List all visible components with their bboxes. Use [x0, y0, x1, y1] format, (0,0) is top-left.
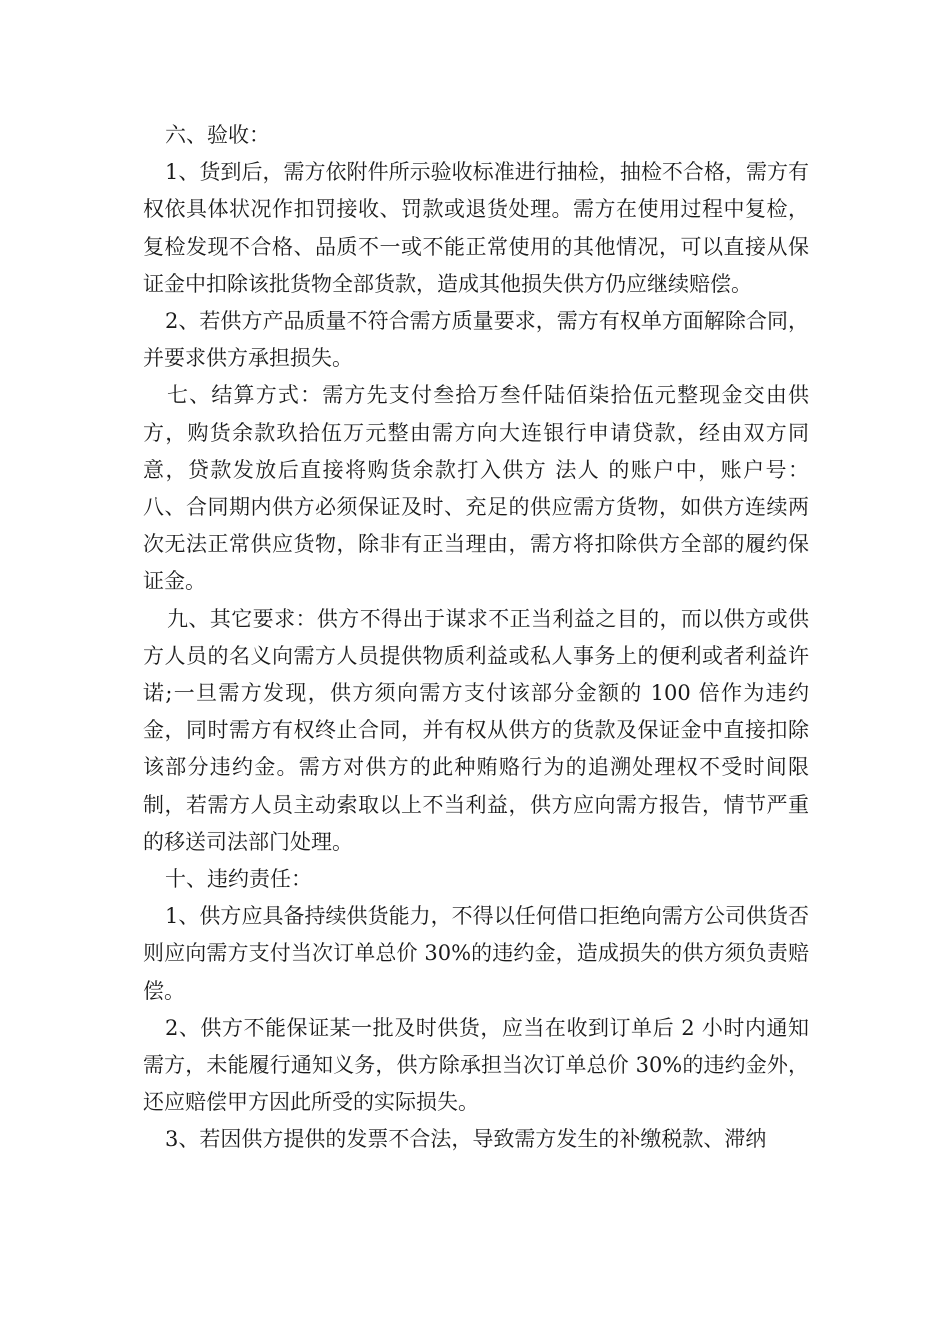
liability-clause-3: 3、若因供方提供的发票不合法，导致需方发生的补缴税款、滞纳 [165, 1127, 767, 1152]
section-7-settlement: 七、结算方式：需方先支付叁拾万叁仟陆佰柒拾伍元整现金交由供方，购货余款玖拾伍万元整由需方向大连银行申请贷款，经由双方同意，贷款发放后直接将购货余款打入供方 法人 的账户中，账户号： 八、合同期内供方必须保证及时、充足的供应需方货物，如供方连续两次无法正常供应货物，除非有正当理由，需方将扣除供方全部的履约保证金。 [143, 383, 809, 594]
section-9-other-requirements: 九、其它要求：供方不得出于谋求不正当利益之目的，而以供方或供方人员的名义向需方人员提供物质利益或私人事务上的便利或者利益许诺;一旦需方发现，供方须向需方支付该部分金额的 100 倍作为违约金，同时需方有权终止合同，并有权从供方的货款及保证金中直接扣除该部分违约金。需方对供方的此种贿赂行为的追溯处理权不受时间限制，若需方人员主动索取以上不当利益，供方应向需方报告，情节严重的移送司法部门处理。 [143, 606, 809, 854]
section-6-heading: 六、验收： [165, 123, 270, 147]
section-10-heading: 十、违约责任： [165, 867, 312, 892]
liability-clause-1: 1、供方应具备持续供货能力，不得以任何借口拒绝向需方公司供货否则应向需方支付当次订单总价 30%的违约金，造成损失的供方须负责赔偿。 [143, 904, 809, 1003]
acceptance-clause-2: 2、若供方产品质量不符合需方质量要求，需方有权单方面解除合同，并要求供方承担损失。 [143, 309, 809, 371]
acceptance-clause-1: 1、货到后，需方依附件所示验收标准进行抽检，抽检不合格，需方有权依具体状况作扣罚接收、罚款或退货处理。需方在使用过程中复检，复检发现不合格、品质不一或不能正常使用的其他情况，可以直接从保证金中扣除该批货物全部货款，造成其他损失供方仍应继续赔偿。 [143, 160, 809, 296]
liability-clause-2: 2、供方不能保证某一批及时供货，应当在收到订单后 2 小时内通知需方，未能履行通知义务，供方除承担当次订单总价 30%的违约金外，还应赔偿甲方因此所受的实际损失。 [143, 1015, 809, 1115]
document-page [143, 117, 809, 1159]
